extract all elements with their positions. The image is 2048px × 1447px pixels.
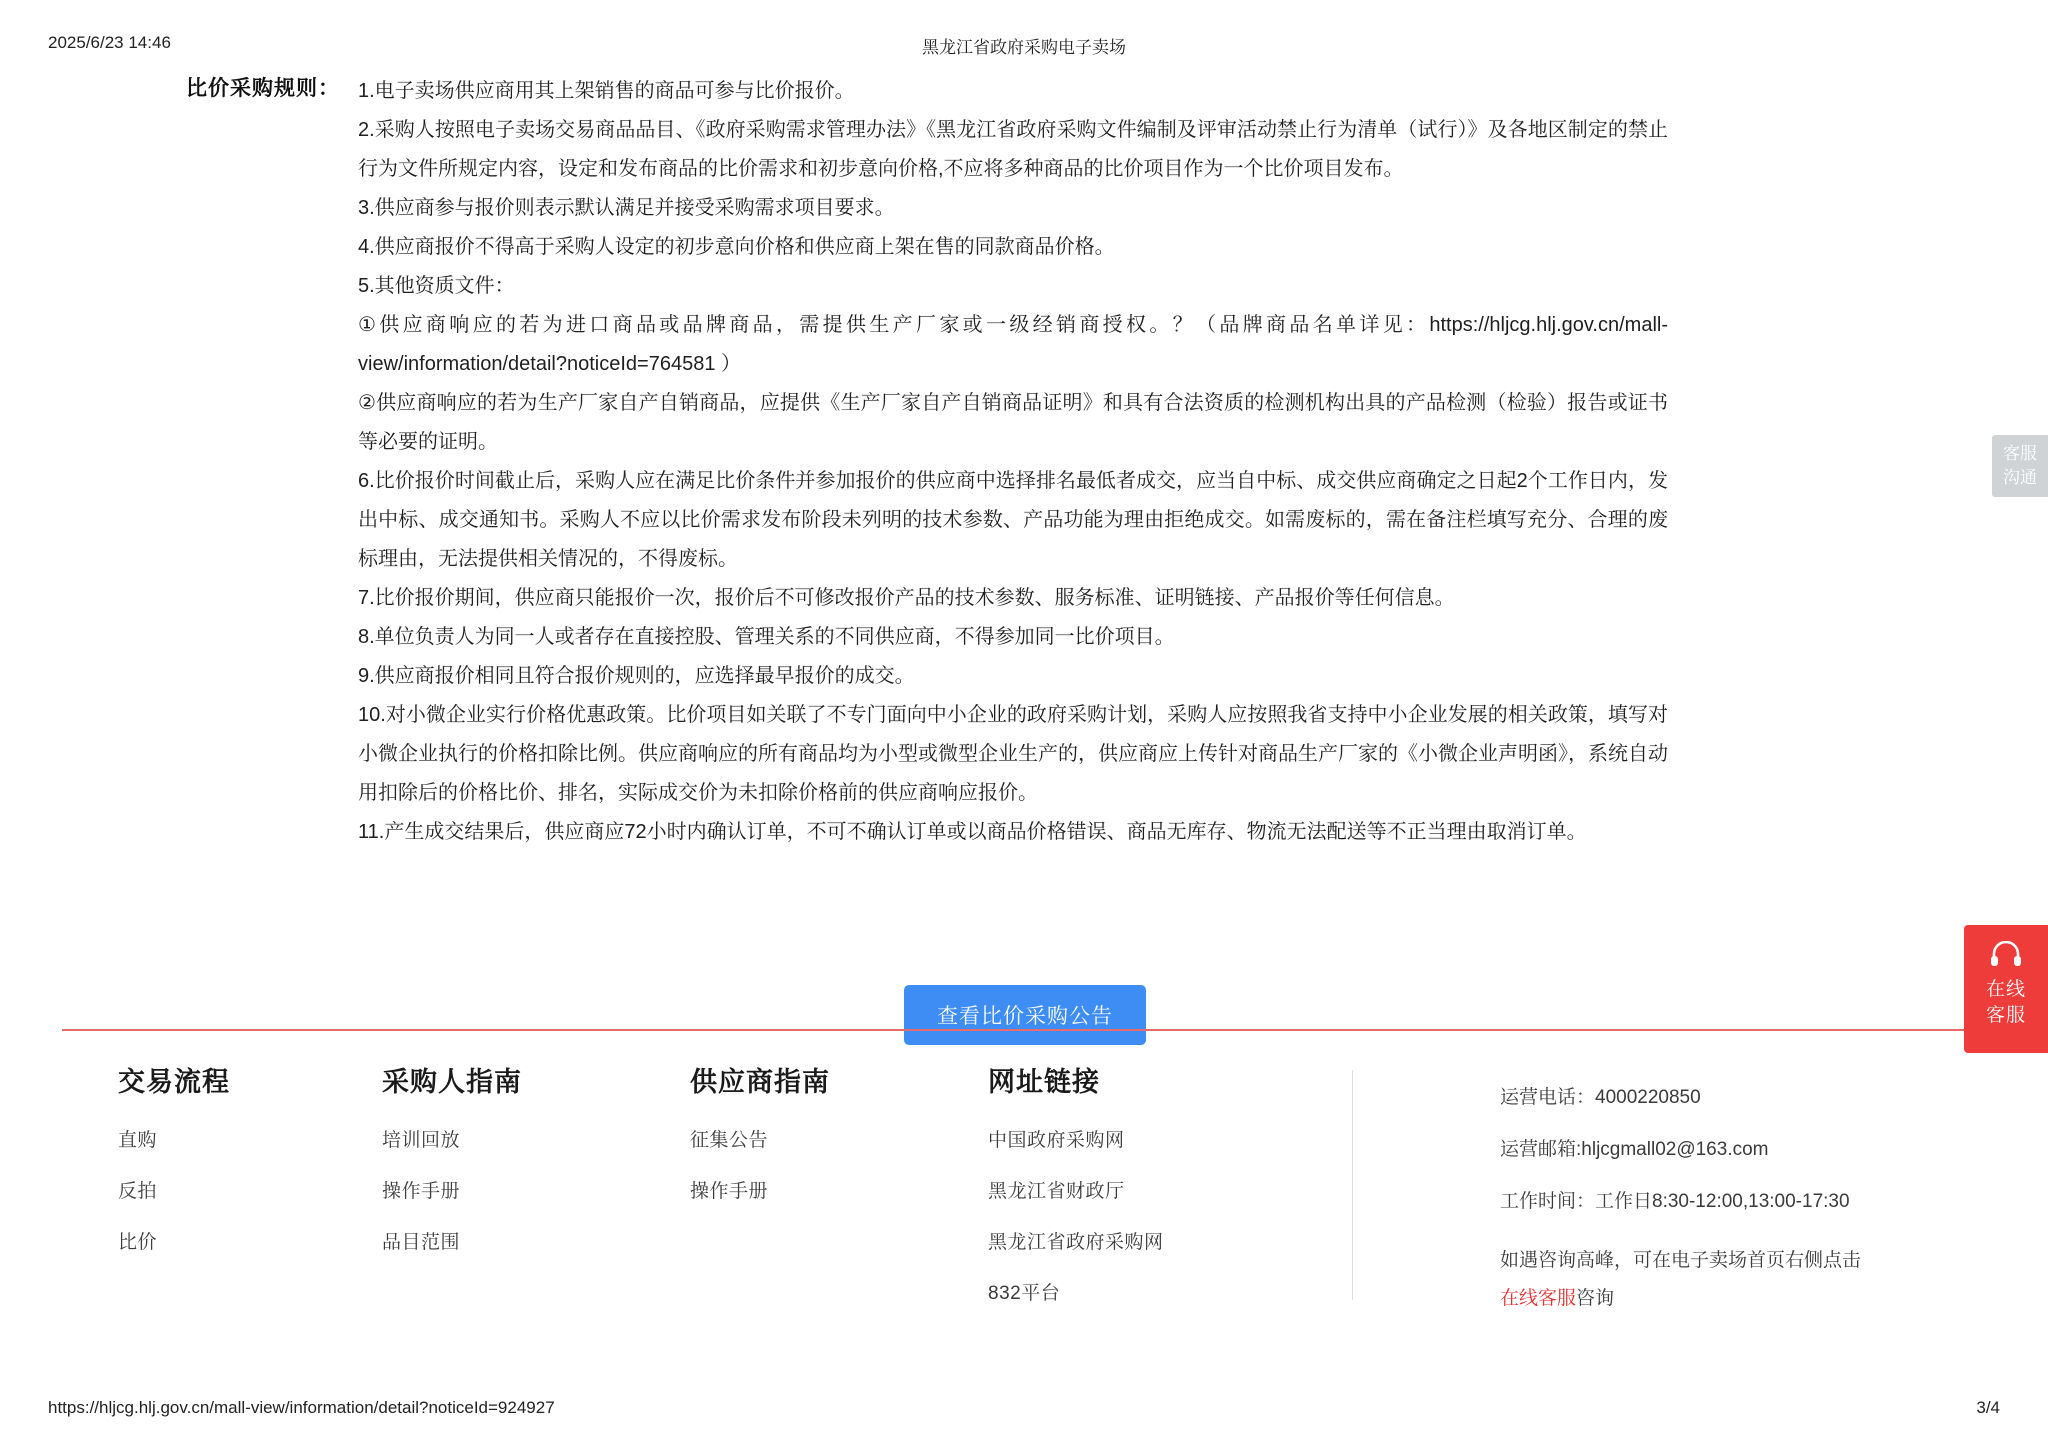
rule-item: 9.供应商报价相同且符合报价规则的，应选择最早报价的成交。 xyxy=(358,665,915,687)
headset-icon xyxy=(1989,941,2023,969)
rule-item: 6.比价报价时间截止后，采购人应在满足比价条件并参加报价的供应商中选择排名最低者成交，应当自中标、成交供应商确定之日起2个工作日内，发出中标、成交通知书。采购人不应以比价需求发布阶段未列明的技术参数、产品功能为理由拒绝成交。如需废标的，需在备注栏填写充分、合理的废标理由，无法提供相关情况的，不得废标。 xyxy=(358,470,1668,570)
footer-link-hlj-finance-dept[interactable]: 黑龙江省财政厅 xyxy=(988,1181,1125,1202)
contact-phone: 运营电话：4000220850 xyxy=(1500,1087,1701,1108)
footer-vertical-divider xyxy=(1352,1070,1353,1300)
rules-title: 比价采购规则： xyxy=(186,77,340,100)
footer-column-title: 网址链接 xyxy=(988,1067,1100,1097)
online-service-link[interactable]: 在线客服 xyxy=(1500,1288,1577,1309)
footer-link-training-replay[interactable]: 培训回放 xyxy=(382,1130,461,1151)
footer-divider xyxy=(62,1029,1986,1031)
customer-service-chat-tab[interactable] xyxy=(1992,435,2048,497)
footer-column-title: 供应商指南 xyxy=(690,1067,830,1097)
footer-link-price-comparison[interactable]: 比价 xyxy=(118,1232,158,1253)
rule-item: ②供应商响应的若为生产厂家自产自销商品，应提供《生产厂家自产自销商品证明》和具有合法资质的检测机构出具的产品检测（检验）报告或证书等必要的证明。 xyxy=(358,392,1668,453)
chat-tab-line1: 客服 xyxy=(2003,444,2037,463)
online-service-line2: 客服 xyxy=(1985,1005,2026,1026)
rule-item: 8.单位负责人为同一人或者存在直接控股、管理关系的不同供应商，不得参加同一比价项目。 xyxy=(358,626,1175,648)
document-sheet xyxy=(118,60,1932,1030)
contact-note-suffix: 咨询 xyxy=(1576,1288,1615,1309)
footer-link-buyer-manual[interactable]: 操作手册 xyxy=(382,1181,461,1202)
rule-item: ①供应商响应的若为进口商品或品牌商品，需提供生产厂家或一级经销商授权。？（品牌商品名单详见：https://hljcg.hlj.gov.cn/mall-view/information/detail?noticeId=764581 ） xyxy=(358,314,1668,375)
footer-link-recruitment-notice[interactable]: 征集公告 xyxy=(690,1130,769,1151)
rule-item: 11.产生成交结果后，供应商应72小时内确认订单，不可不确认订单或以商品价格错误、商品无库存、物流无法配送等不正当理由取消订单。 xyxy=(358,821,1587,843)
contact-note-prefix: 如遇咨询高峰，可在电子卖场首页右侧点击 xyxy=(1500,1250,1862,1271)
footer-column-site-links xyxy=(988,1060,1164,1329)
footer-column-trade-process xyxy=(118,1060,230,1278)
rule-item: 10.对小微企业实行价格优惠政策。比价项目如关联了不专门面向中小企业的政府采购计划，采购人应按照我省支持中小企业发展的相关政策，填写对小微企业执行的价格扣除比例。供应商响应的所有商品均为小型或微型企业生产的，供应商应上传针对商品生产厂家的《小微企业声明函》，系统自动用扣除后的价格比价、排名，实际成交价为未扣除价格前的供应商响应报价。 xyxy=(358,704,1668,804)
footer-link-direct-purchase[interactable]: 直购 xyxy=(118,1130,158,1151)
footer-link-hlj-gov-procurement[interactable]: 黑龙江省政府采购网 xyxy=(988,1232,1164,1253)
online-service-button[interactable] xyxy=(1964,925,2048,1053)
footer-link-supplier-manual[interactable]: 操作手册 xyxy=(690,1181,769,1202)
rule-item: 5.其他资质文件： xyxy=(358,275,515,297)
contact-hours: 工作时间：工作日8:30-12:00,13:00-17:30 xyxy=(1500,1191,1850,1212)
page-footer xyxy=(0,1060,2048,1310)
footer-column-buyer-guide xyxy=(382,1060,522,1278)
footer-link-category-scope[interactable]: 品目范围 xyxy=(382,1232,461,1253)
rule-item: 4.供应商报价不得高于采购人设定的初步意向价格和供应商上架在售的同款商品价格。 xyxy=(358,236,1115,258)
print-date: 2025/6/23 14:46 xyxy=(48,33,171,52)
rule-item: 1.电子卖场供应商用其上架销售的商品可参与比价报价。 xyxy=(358,80,855,102)
footer-link-reverse-auction[interactable]: 反拍 xyxy=(118,1181,158,1202)
rule-item: 2.采购人按照电子卖场交易商品品目、《政府采购需求管理办法》《黑龙江省政府采购文件编制及评审活动禁止行为清单（试行）》及各地区制定的禁止行为文件所规定内容，设定和发布商品的比价需求和初步意向价格,不应将多种商品的比价项目作为一个比价项目发布。 xyxy=(358,119,1668,180)
action-bar xyxy=(118,985,1932,1045)
print-url: https://hljcg.hlj.gov.cn/mall-view/information/detail?noticeId=924927 xyxy=(48,1398,555,1417)
chat-tab-line2: 沟通 xyxy=(2003,468,2037,487)
footer-column-title: 采购人指南 xyxy=(382,1067,522,1097)
rules-body xyxy=(358,72,1668,852)
print-page-number: 3/4 xyxy=(1976,1398,2000,1417)
footer-column-supplier-guide xyxy=(690,1060,830,1227)
footer-link-china-gov-procurement[interactable]: 中国政府采购网 xyxy=(988,1130,1125,1151)
view-bidding-notice-button[interactable]: 查看比价采购公告 xyxy=(904,985,1146,1045)
rule-item: 7.比价报价期间，供应商只能报价一次，报价后不可修改报价产品的技术参数、服务标准、证明链接、产品报价等任何信息。 xyxy=(358,587,1455,609)
contact-email: 运营邮箱:hljcgmall02@163.com xyxy=(1500,1139,1769,1160)
footer-column-title: 交易流程 xyxy=(118,1067,230,1097)
print-title: 黑龙江省政府采购电子卖场 xyxy=(922,38,1126,57)
rule-item: 3.供应商参与报价则表示默认满足并接受采购需求项目要求。 xyxy=(358,197,895,219)
online-service-line1: 在线 xyxy=(1985,979,2026,1000)
print-header xyxy=(0,33,2048,57)
footer-link-832-platform[interactable]: 832平台 xyxy=(988,1283,1061,1304)
contact-note xyxy=(1500,1242,2020,1318)
footer-contact-info xyxy=(1500,1072,2020,1318)
